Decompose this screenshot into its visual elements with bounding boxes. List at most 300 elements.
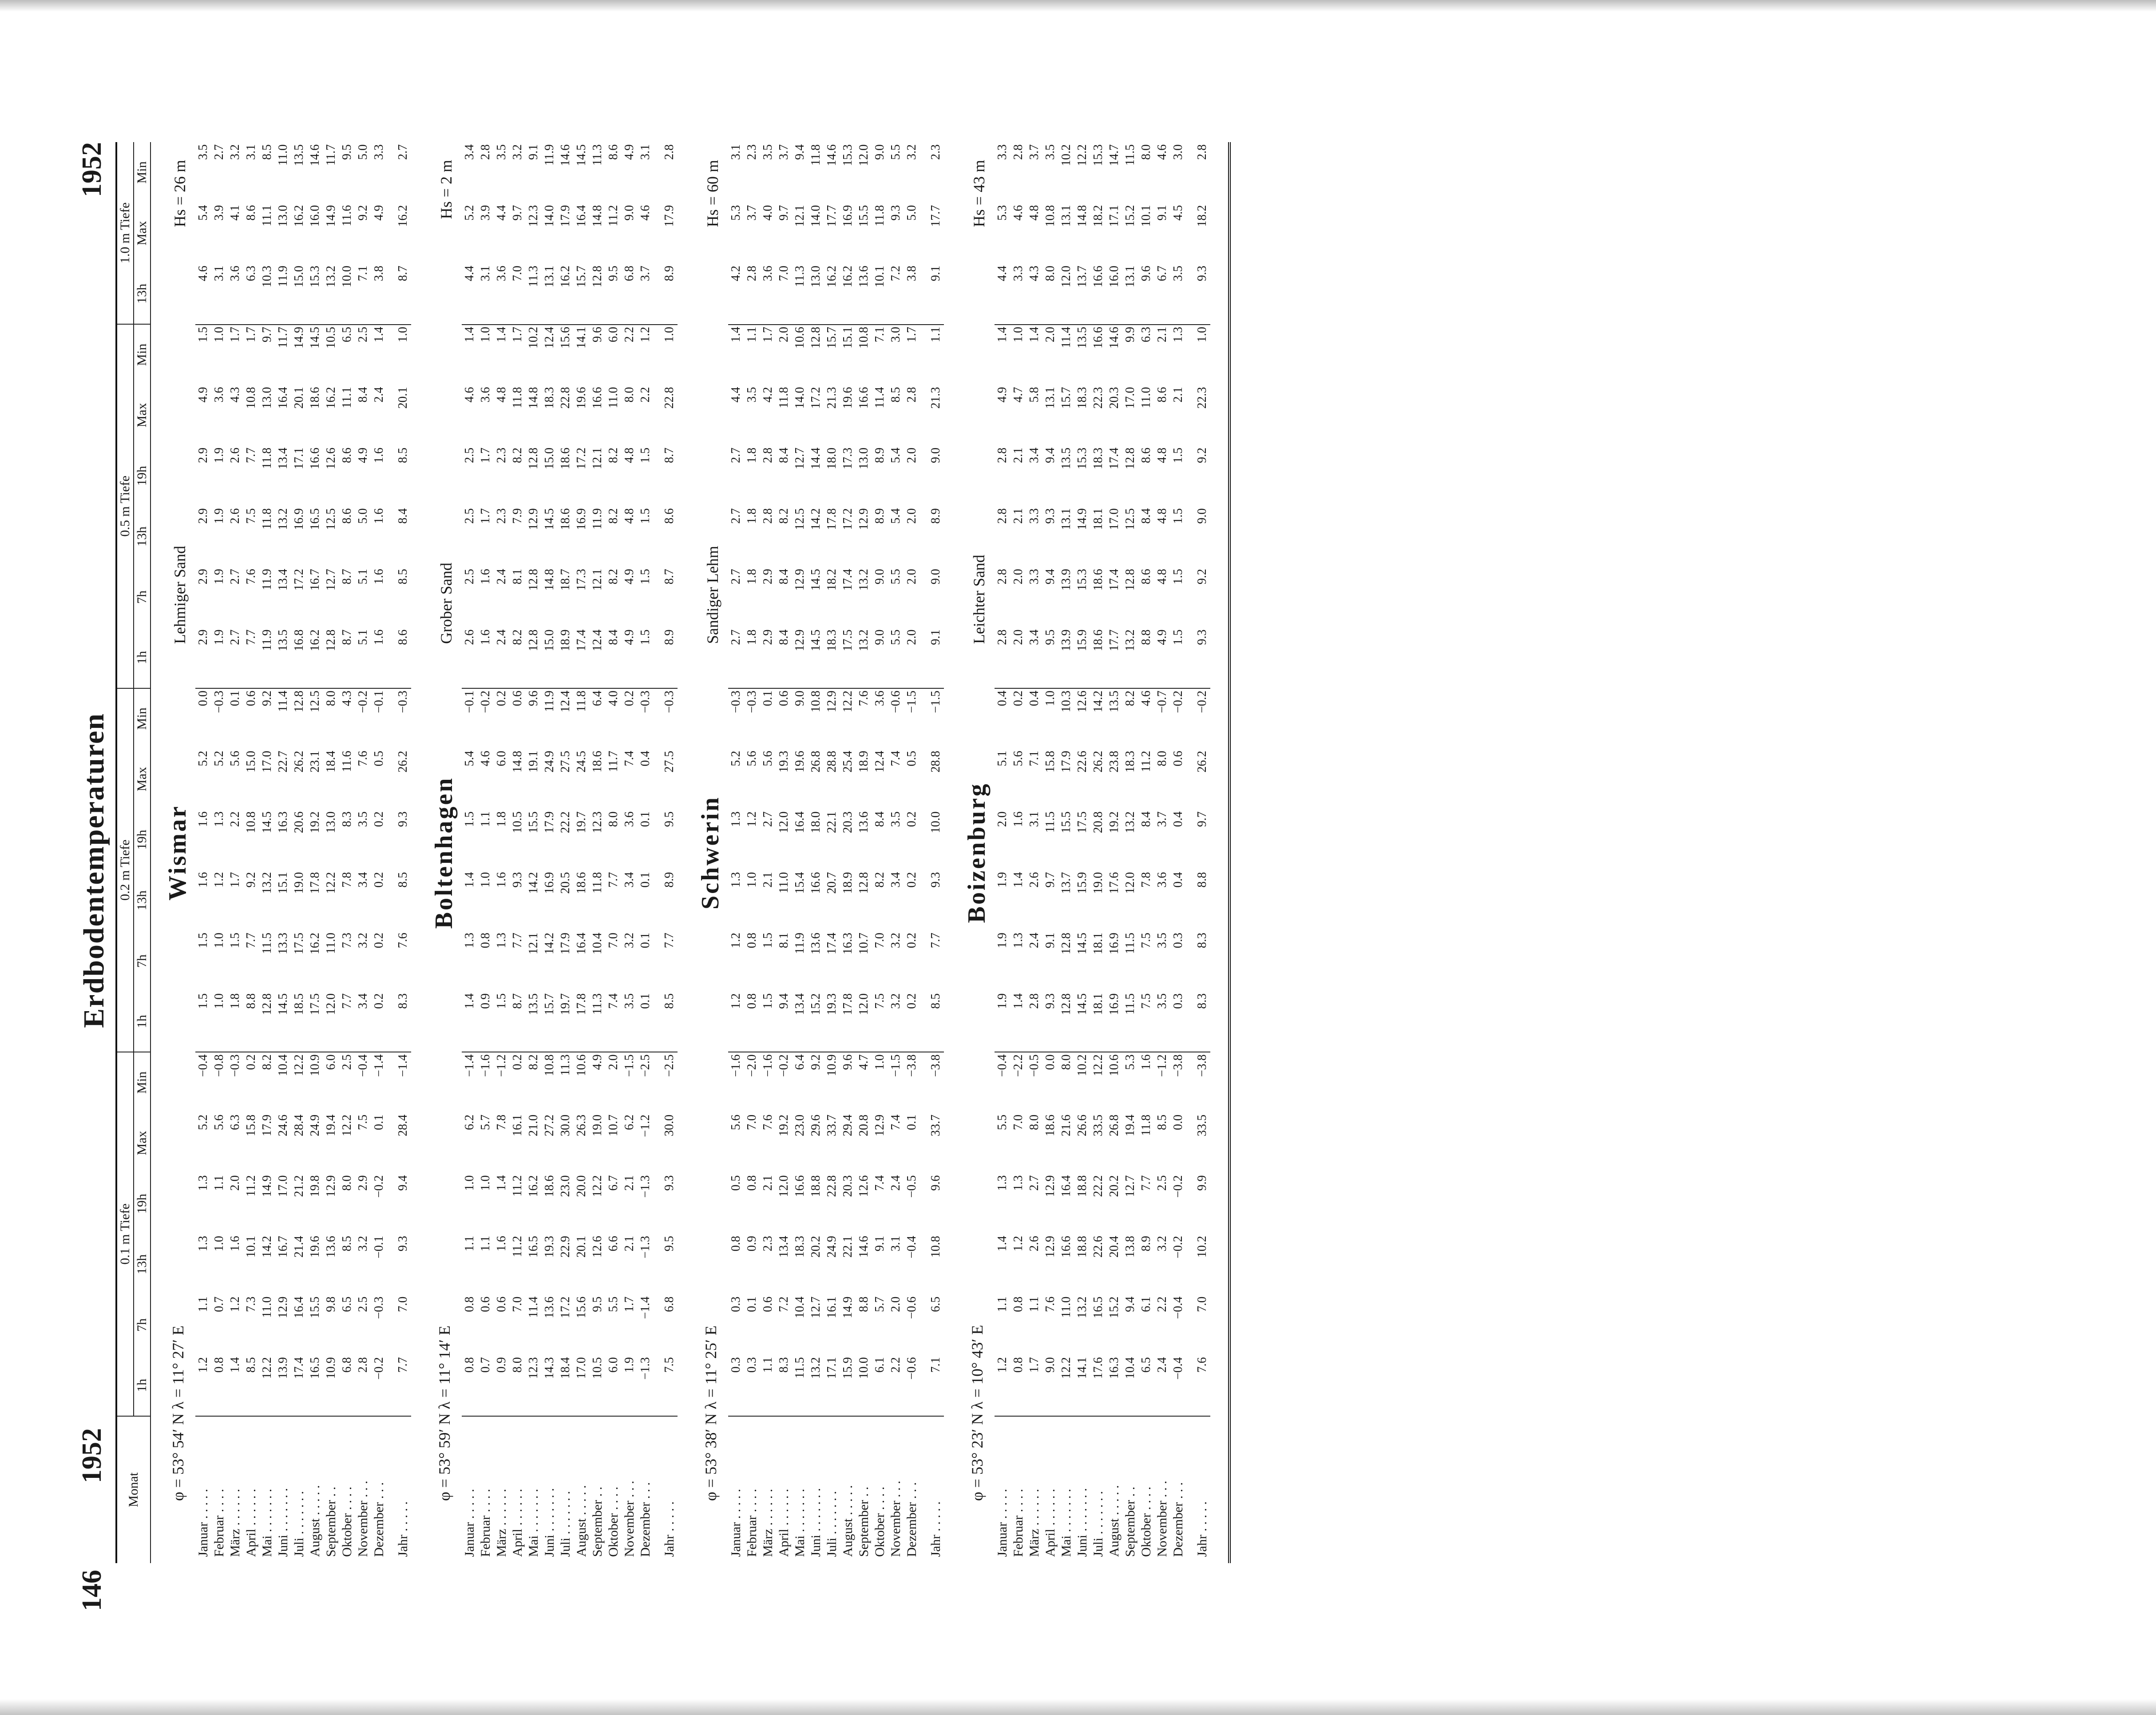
station-coordinates: φ = 53° 59′ N λ = 11° 14′ E — [436, 1325, 453, 1501]
table-cell: 1.7 — [228, 872, 242, 888]
table-cell: 0.2 — [1011, 691, 1025, 707]
table-cell: 2.0 — [905, 447, 919, 463]
table-cell: 5.6 — [745, 750, 759, 766]
table-cell: 8.0 — [622, 387, 636, 403]
table-cell: 20.4 — [1107, 1236, 1121, 1258]
table-cell: 2.8 — [355, 1355, 371, 1416]
table-row — [760, 143, 776, 1563]
table-cell: 2.6 — [228, 508, 242, 524]
table-cell: 1.1 — [212, 1175, 226, 1191]
table-cell: 11.1 — [340, 387, 354, 409]
year-cell: 9.3 — [1186, 264, 1210, 325]
table-cell: 23.0 — [793, 1114, 807, 1136]
table-cell: 16.2 — [527, 1175, 540, 1197]
table-cell: 15.9 — [840, 1355, 856, 1416]
table-cell: 17.5 — [307, 992, 323, 1052]
table-cell: −1.5 — [889, 1054, 903, 1077]
table-cell: 20.7 — [825, 872, 839, 894]
table-cell: 16.2 — [308, 933, 322, 955]
table-cell: −1.6 — [761, 1054, 775, 1077]
table-cell: 7.4 — [606, 992, 622, 1052]
table-cell: 2.7 — [729, 447, 743, 463]
table-cell: 7.6 — [857, 691, 871, 707]
table-cell: 1.3 — [196, 1236, 210, 1252]
table-cell: −1.2 — [638, 1114, 652, 1137]
year-cell: 7.0 — [396, 1296, 410, 1312]
table-cell: 3.6 — [760, 264, 776, 325]
table-cell: 1.6 — [371, 628, 387, 689]
year-left: 1952 — [77, 1428, 107, 1483]
year-cell: 26.2 — [396, 750, 410, 773]
table-cell: 1.7 — [761, 326, 775, 342]
table-cell: 1.7 — [511, 326, 524, 342]
year-cell: 7.6 — [1186, 1355, 1210, 1416]
table-cell: 6.1 — [872, 1355, 888, 1416]
table-cell: 27.2 — [543, 1114, 556, 1136]
table-cell: 19.0 — [1091, 872, 1105, 894]
table-cell: −0.1 — [372, 1236, 386, 1258]
table-cell: 15.2 — [808, 992, 824, 1052]
table-cell: 17.1 — [1107, 205, 1121, 227]
table-cell: 12.1 — [527, 933, 540, 955]
table-cell: 14.6 — [559, 144, 572, 166]
table-cell: 7.4 — [622, 750, 636, 766]
header-sub: Max — [134, 385, 151, 446]
table-cell: 3.4 — [1026, 628, 1042, 689]
station-elevation: Hs = 60 m — [704, 160, 721, 227]
table-cell: 20.2 — [809, 1236, 823, 1258]
table-cell: 2.5 — [1155, 1175, 1169, 1191]
table-cell: 8.9 — [873, 508, 887, 524]
table-cell: 1.4 — [995, 1236, 1009, 1252]
table-cell: 13.5 — [275, 628, 291, 689]
year-cell: 1.0 — [662, 326, 676, 342]
table-cell: 3.5 — [745, 387, 759, 403]
table-cell: 16.3 — [1106, 1355, 1122, 1416]
table-cell: 11.3 — [559, 1054, 572, 1076]
table-cell: 0.1 — [372, 1114, 386, 1130]
table-cell: 3.7 — [1027, 144, 1041, 160]
table-cell: 9.6 — [527, 691, 540, 707]
table-cell: 1.4 — [227, 1355, 243, 1416]
table-cell: 2.3 — [761, 1236, 775, 1252]
table-cell: −0.5 — [905, 1175, 919, 1198]
table-cell: 1.9 — [995, 872, 1009, 888]
table-cell: 2.0 — [1043, 326, 1057, 342]
table-cell: 22.8 — [825, 1175, 839, 1197]
table-cell: 6.5 — [340, 1296, 354, 1312]
table-cell: 7.9 — [511, 508, 524, 524]
year-cell: −0.2 — [1195, 691, 1209, 713]
table-cell: 0.5 — [372, 750, 386, 766]
table-row — [195, 143, 211, 1563]
table-cell: 4.9 — [622, 569, 636, 584]
table-cell: 11.0 — [1059, 1296, 1073, 1318]
month-label: Januar . . . . . — [196, 1489, 210, 1557]
year-cell: 9.2 — [1195, 569, 1209, 584]
table-cell: 17.3 — [575, 569, 588, 591]
table-cell: 3.8 — [904, 264, 920, 325]
table-cell: 1.6 — [228, 1236, 242, 1252]
table-cell: 0.3 — [1170, 992, 1186, 1052]
table-cell: 1.0 — [479, 872, 492, 888]
header-sub: 1h — [134, 991, 151, 1052]
table-cell: 12.9 — [857, 508, 871, 530]
table-cell: 5.1 — [995, 750, 1009, 766]
table-cell: 14.2 — [527, 872, 540, 894]
table-row — [744, 143, 760, 1563]
table-cell: 8.4 — [777, 569, 791, 584]
table-cell: 8.0 — [606, 811, 620, 827]
table-cell: 1.5 — [638, 447, 652, 463]
table-cell: −0.2 — [777, 1054, 791, 1077]
table-cell: 3.4 — [1027, 447, 1041, 463]
table-cell: 1.0 — [873, 1054, 887, 1070]
table-cell: 3.5 — [1155, 933, 1169, 949]
table-cell: −1.2 — [1155, 1054, 1169, 1077]
table-cell: 13.0 — [276, 205, 290, 227]
year-cell: 6.5 — [929, 1296, 943, 1312]
table-cell: 17.0 — [260, 750, 274, 773]
table-cell: 16.5 — [308, 508, 322, 530]
table-cell: 1.6 — [495, 872, 508, 888]
table-cell: 10.1 — [872, 264, 888, 325]
table-cell: 6.0 — [324, 1054, 338, 1070]
table-cell: 8.0 — [1139, 144, 1153, 160]
year-cell: 8.7 — [662, 569, 676, 584]
table-cell: 16.6 — [809, 872, 823, 894]
table-cell: 14.2 — [1091, 691, 1105, 713]
table-cell: 1.9 — [995, 992, 1011, 1052]
table-cell: 13.7 — [1059, 872, 1073, 894]
month-label: Dezember . . . — [372, 1482, 386, 1557]
year-label: Jahr . . . . . — [396, 1501, 410, 1557]
table-cell: 16.4 — [292, 1296, 306, 1318]
table-cell: 13.2 — [1075, 1296, 1089, 1318]
header-sub: Max — [134, 203, 151, 264]
table-cell: 13.6 — [543, 1296, 556, 1318]
table-cell: 9.8 — [324, 1296, 338, 1312]
table-cell: 29.4 — [841, 1114, 855, 1136]
table-row — [1122, 143, 1138, 1563]
table-cell: 11.5 — [260, 933, 274, 954]
table-cell: 10.9 — [825, 1054, 839, 1076]
header-sub: 13h — [134, 263, 151, 324]
table-cell: 2.3 — [495, 508, 508, 524]
table-cell: 2.0 — [1011, 569, 1025, 584]
table-cell: 0.6 — [1171, 750, 1185, 766]
table-cell: 14.8 — [591, 205, 604, 227]
table-cell: 3.7 — [1155, 811, 1169, 827]
table-cell: 1.7 — [1026, 1355, 1042, 1416]
month-label: Mai . . . . . . . — [1059, 1489, 1074, 1557]
table-cell: 18.2 — [825, 569, 839, 591]
table-cell: 4.8 — [1155, 569, 1169, 584]
table-cell: 9.3 — [1042, 992, 1058, 1052]
table-cell: 2.0 — [777, 326, 791, 342]
year-cell: 9.9 — [1195, 1175, 1209, 1191]
table-cell: 20.3 — [841, 1175, 855, 1197]
table-cell: 20.8 — [1091, 811, 1105, 834]
table-cell: 18.0 — [825, 447, 839, 469]
table-cell: 1.2 — [729, 933, 743, 949]
table-cell: 13.6 — [324, 1236, 338, 1258]
table-row — [638, 143, 654, 1563]
table-cell: 17.2 — [575, 447, 588, 469]
table-cell: 12.5 — [793, 508, 807, 530]
table-cell: 1.5 — [1171, 447, 1185, 463]
table-cell: 3.5 — [1043, 144, 1057, 160]
table-cell: 5.5 — [889, 569, 903, 584]
table-cell: −0.3 — [638, 691, 652, 713]
table-cell: 17.2 — [292, 569, 306, 591]
table-cell: 19.3 — [824, 992, 840, 1052]
table-cell: 9.7 — [511, 205, 524, 221]
table-cell: 4.8 — [495, 387, 508, 403]
table-cell: 12.2 — [259, 1355, 275, 1416]
table-row — [510, 143, 526, 1563]
table-cell: 13.8 — [1123, 1236, 1137, 1258]
table-cell: 14.5 — [308, 326, 322, 349]
table-cell: 5.4 — [889, 447, 903, 463]
table-cell: 6.1 — [1139, 1296, 1153, 1312]
table-cell: 24.9 — [543, 750, 556, 773]
table-cell: 1.7 — [479, 508, 492, 524]
table-cell: 10.4 — [1122, 1355, 1138, 1416]
table-cell: 13.4 — [276, 569, 290, 591]
table-cell: 9.0 — [873, 144, 887, 160]
year-cell: 7.5 — [654, 1355, 678, 1416]
year-cell: 17.9 — [662, 205, 676, 227]
table-cell: 17.4 — [1107, 447, 1121, 469]
table-cell: 7.6 — [761, 1114, 775, 1130]
table-cell: 7.7 — [244, 933, 258, 949]
table-cell: 13.0 — [857, 447, 871, 469]
table-cell: 9.2 — [809, 1054, 823, 1070]
table-cell: 12.6 — [857, 1175, 871, 1197]
table-cell: 3.4 — [622, 872, 636, 888]
table-cell: 13.2 — [857, 569, 871, 591]
table-cell: 14.2 — [809, 508, 823, 530]
table-cell: 9.2 — [356, 205, 370, 221]
table-cell: 8.6 — [1155, 387, 1169, 403]
table-cell: 0.1 — [228, 691, 242, 707]
table-cell: 1.8 — [745, 447, 759, 463]
month-label: August . . . . . — [840, 1485, 855, 1557]
year-cell: 6.8 — [662, 1296, 676, 1312]
table-cell: 12.3 — [527, 205, 540, 227]
table-cell: 16.6 — [308, 447, 322, 469]
table-cell: 18.6 — [591, 750, 604, 773]
table-row — [776, 143, 792, 1563]
table-cell: 1.3 — [1011, 1175, 1025, 1191]
year-cell: 9.3 — [396, 1236, 410, 1252]
table-cell: 11.2 — [1139, 750, 1153, 772]
table-cell: 16.5 — [307, 1355, 323, 1416]
month-label: September . . — [856, 1486, 871, 1557]
table-cell: 1.0 — [745, 872, 759, 888]
table-cell: 0.2 — [372, 811, 386, 827]
table-cell: 2.8 — [995, 508, 1009, 524]
table-cell: 12.0 — [1058, 264, 1074, 325]
table-cell: −1.3 — [638, 1175, 652, 1198]
month-label: November . . . — [356, 1481, 370, 1557]
table-cell: 2.7 — [227, 628, 243, 689]
table-cell: 2.4 — [494, 628, 510, 689]
table-cell: 3.6 — [227, 264, 243, 325]
header-sub: 13h — [134, 870, 151, 931]
year-cell: 7.0 — [1195, 1296, 1209, 1312]
table-cell: 14.9 — [841, 1296, 855, 1318]
table-cell: 20.2 — [1107, 1175, 1121, 1197]
table-cell: 14.9 — [260, 1175, 274, 1197]
table-cell: 16.6 — [857, 387, 871, 409]
table-cell: 16.9 — [1107, 933, 1121, 955]
table-cell: 0.8 — [479, 933, 492, 949]
table-cell: 15.5 — [308, 1296, 322, 1318]
table-cell: 13.2 — [276, 508, 290, 530]
table-cell: 16.9 — [292, 508, 306, 530]
month-label: Januar . . . . . — [462, 1489, 477, 1557]
table-cell: 11.0 — [324, 933, 338, 954]
table-cell: 3.5 — [889, 811, 903, 827]
table-cell: 1.1 — [479, 1236, 492, 1252]
table-cell: 3.4 — [356, 872, 370, 888]
table-cell: 16.9 — [1106, 992, 1122, 1052]
table-cell: 9.1 — [1043, 933, 1057, 949]
table-cell: 16.4 — [575, 933, 588, 955]
table-cell: 1.6 — [196, 872, 210, 888]
table-cell: −3.8 — [1171, 1054, 1185, 1077]
year-cell: 20.1 — [396, 387, 410, 409]
table-cell: 10.4 — [276, 1054, 290, 1076]
table-cell: 18.3 — [543, 387, 556, 409]
station-table — [195, 142, 411, 1563]
year-cell: −1.4 — [396, 1054, 410, 1077]
table-cell: 1.1 — [463, 1236, 476, 1252]
table-cell: 8.6 — [1139, 569, 1153, 584]
table-cell: 20.1 — [292, 387, 306, 409]
table-cell: 5.2 — [196, 1114, 210, 1130]
table-cell: 7.8 — [1139, 872, 1153, 888]
table-cell: 12.2 — [841, 691, 855, 713]
header-sub: 1h — [134, 627, 151, 688]
table-cell: 1.6 — [478, 628, 494, 689]
table-cell: 4.5 — [1171, 205, 1185, 221]
table-cell: 4.6 — [1139, 691, 1153, 707]
table-cell: 11.9 — [259, 628, 275, 689]
table-cell: 6.4 — [793, 1054, 807, 1070]
table-cell: 17.8 — [825, 508, 839, 530]
table-cell: 15.7 — [1059, 387, 1073, 409]
table-cell: 16.2 — [558, 264, 574, 325]
table-cell: 12.0 — [856, 992, 872, 1052]
table-cell: 5.4 — [463, 750, 476, 766]
table-cell: 10.6 — [575, 1054, 588, 1076]
year-cell: 8.6 — [387, 628, 411, 689]
table-cell: 20.5 — [559, 872, 572, 894]
table-cell: 7.6 — [244, 569, 258, 584]
table-cell: 11.2 — [511, 1175, 524, 1197]
table-cell: 0.2 — [372, 872, 386, 888]
table-cell: 12.8 — [526, 628, 542, 689]
table-row — [1042, 143, 1058, 1563]
year-cell: 10.0 — [929, 811, 943, 834]
table-cell: 14.2 — [543, 933, 556, 955]
month-label: August . . . . . — [574, 1485, 589, 1557]
table-cell: 5.2 — [463, 205, 476, 221]
table-cell: 7.1 — [355, 264, 371, 325]
table-cell: 14.5 — [809, 569, 823, 591]
table-cell: −0.3 — [372, 1296, 386, 1319]
table-cell: 3.6 — [494, 264, 510, 325]
table-cell: 6.0 — [606, 1355, 622, 1416]
table-cell: 1.8 — [227, 992, 243, 1052]
table-cell: 14.9 — [292, 326, 306, 349]
table-cell: 15.2 — [1123, 205, 1137, 227]
table-cell: 15.1 — [276, 872, 290, 894]
table-cell: 2.0 — [1011, 628, 1026, 689]
table-cell: 12.8 — [809, 326, 823, 349]
table-cell: 18.3 — [1091, 447, 1105, 469]
table-cell: 19.3 — [777, 750, 791, 773]
table-row — [462, 143, 478, 1563]
table-cell: 2.7 — [729, 569, 743, 584]
table-cell: −0.5 — [1027, 1054, 1041, 1077]
table-cell: 8.8 — [857, 1296, 871, 1312]
table-cell: 23.1 — [308, 750, 322, 773]
table-cell: 14.0 — [793, 387, 807, 409]
table-cell: 5.5 — [606, 1296, 620, 1312]
table-cell: 11.3 — [526, 264, 542, 325]
year-cell: 8.3 — [1186, 992, 1210, 1052]
table-cell: 10.4 — [793, 1296, 807, 1318]
month-label: Februar . . . . — [745, 1489, 759, 1557]
year-cell: 8.6 — [662, 508, 676, 524]
table-cell: 10.1 — [244, 1236, 258, 1258]
table-cell: 15.0 — [542, 628, 558, 689]
table-cell: 1.9 — [995, 933, 1009, 949]
table-cell: 17.1 — [824, 1355, 840, 1416]
table-cell: 3.1 — [729, 144, 743, 160]
table-cell: 8.0 — [1027, 1114, 1041, 1130]
header-sub: 13h — [134, 1234, 151, 1295]
table-cell: 8.4 — [356, 387, 370, 403]
table-cell: 8.8 — [243, 992, 259, 1052]
table-cell: 2.9 — [196, 508, 210, 524]
table-cell: 3.1 — [244, 144, 258, 160]
table-cell: 19.6 — [575, 387, 588, 409]
table-cell: 13.2 — [323, 264, 339, 325]
table-cell: 13.4 — [792, 992, 808, 1052]
header-sub: 7h — [134, 931, 151, 992]
table-cell: 11.3 — [590, 992, 606, 1052]
page-number: 146 — [77, 1570, 107, 1611]
station-section — [693, 142, 944, 1563]
table-cell: 0.7 — [212, 1296, 226, 1312]
table-cell: 21.6 — [1059, 1114, 1073, 1136]
table-cell: 12.9 — [792, 628, 808, 689]
table-cell: 18.0 — [809, 811, 823, 834]
table-cell: −0.1 — [372, 691, 386, 713]
table-cell: 4.9 — [995, 387, 1009, 403]
table-cell: −1.2 — [495, 1054, 508, 1077]
table-cell: 3.3 — [1027, 569, 1041, 584]
table-cell: 16.7 — [276, 1236, 290, 1258]
table-cell: −0.3 — [729, 691, 743, 713]
table-cell: 10.1 — [1139, 205, 1153, 227]
table-cell: 18.8 — [809, 1175, 823, 1197]
